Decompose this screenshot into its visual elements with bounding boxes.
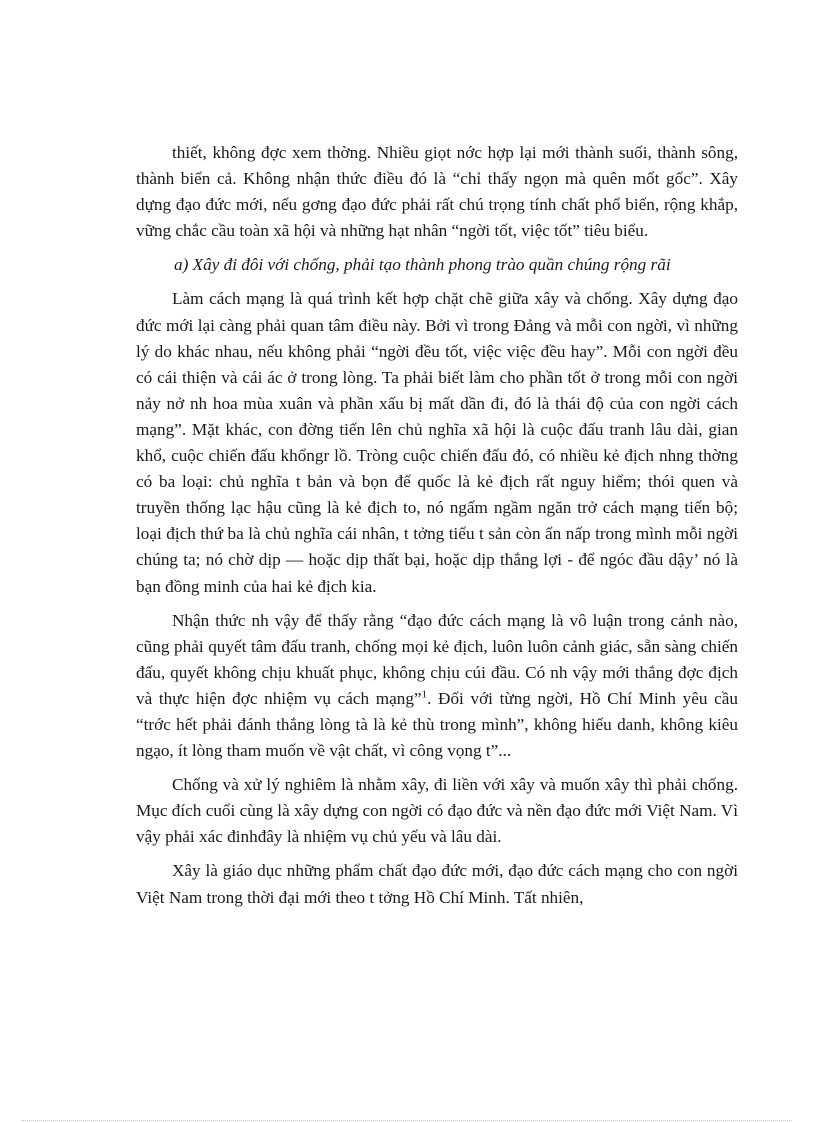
footnote-marker: 1 [421, 688, 428, 701]
paragraph-nhan-thuc [136, 608, 738, 765]
paragraph-nhan-thuc-text: Nhận thức nh vậy để thấy rằng “đạo đức cách mạng là vô luận trong cảnh nào, cũng phải quyết tâm đấu tranh, chống mọi kẻ địch, luôn luôn cảnh giác, sẵn sàng chiến đấu, quyết không chịu khuất phục, không chịu cúi đầu. Có nh vậy mới thắng đợc địch và thực hiện đợc nhiệm vụ cách mạng” [136, 610, 738, 708]
paragraph-chong-va-xu-ly: Chống và xử lý nghiêm là nhằm xây, đi liền với xây và muốn xây thì phải chống. Mục đích cuối cùng là xây dựng con ngời có đạo đức và nền đạo đức mới Việt Nam. Vì vậy phải xác đinhđây là nhiệm vụ chủ yếu và lâu dài. [136, 775, 738, 847]
section-heading: a) Xây đi đôi với chống, phải tạo thành phong trào quần chúng rộng rãi [174, 255, 671, 275]
paragraph-xay-la-giao-duc: Xây là giáo dục những phẩm chất đạo đức mới, đạo đức cách mạng cho con ngời Việt Nam trong thời đại mới theo t tởng Hồ Chí Minh. Tất nhiên, [136, 861, 738, 907]
paragraph-nhan-thuc-text-after: . Đối với từng ngời, Hồ Chí Minh yêu cầu “trớc hết phải đánh thắng lòng tà là kẻ thù trong mình”, không hiếu danh, không kiêu ngạo, ít lòng tham muốn về vật chất, vì công vọng t”... [136, 688, 738, 761]
paragraph-xay-va-chong: Làm cách mạng là quá trình kết hợp chặt chẽ giữa xây và chống. Xây dựng đạo đức mới lại càng phải quan tâm điều này. Bởi vì trong Đảng và mỗi con ngời, vì những lý do khác nhau, nếu không phải “ngời đều tốt, việc việc đều hay”. Mỗi con ngời đều có cái thiện và cái ác ở trong lòng. Ta phải biết làm cho phần tốt ở trong mỗi con ngời nảy nở nh hoa mùa xuân và phần xấu bị mất dần đi, đó là thái độ của con ngời cách mạng”. Mặt khác, con đờng tiến lên chủ nghĩa xã hội là cuộc đấu tranh lâu dài, gian khổ, cuộc chiến đấu khổngr lồ. Tròng cuộc chiến đấu đó, có nhiều kẻ địch nhng thờng có ba loại: chủ nghĩa t bản và bọn đế quốc là kẻ địch rất nguy hiểm; thói quen và truyền thống lạc hậu cũng là kẻ địch to, nó ngấm ngầm ngăn trở cách mạng tiến bộ; loại địch thứ ba là chủ nghĩa cái nhân, t tởng tiểu t sản còn ẩn nấp trong mình mỗi ngời chúng ta; nó chờ dịp — hoặc dịp thất bại, hoặc dịp thắng lợi - để ngóc đầu dậy’ nó là bạn đồng minh của hai kẻ địch kia. [136, 289, 738, 596]
body-text [136, 140, 738, 919]
page-bottom-divider [22, 1120, 792, 1121]
paragraph-continuation: thiết, không đợc xem thờng. Nhiều giọt nớc hợp lại mới thành suối, thành sông, thành biển cả. Không nhận thức điều đó là “chỉ thấy ngọn mà quên mốt gốc”. Xây dựng đạo đức mới, nếu gơng đạo đức phải rất chú trọng tính chất phổ biến, rộng khắp, vững chắc cầu toàn xã hội và những hạt nhân “ngời tốt, việc tốt” tiêu biểu. [136, 143, 738, 241]
